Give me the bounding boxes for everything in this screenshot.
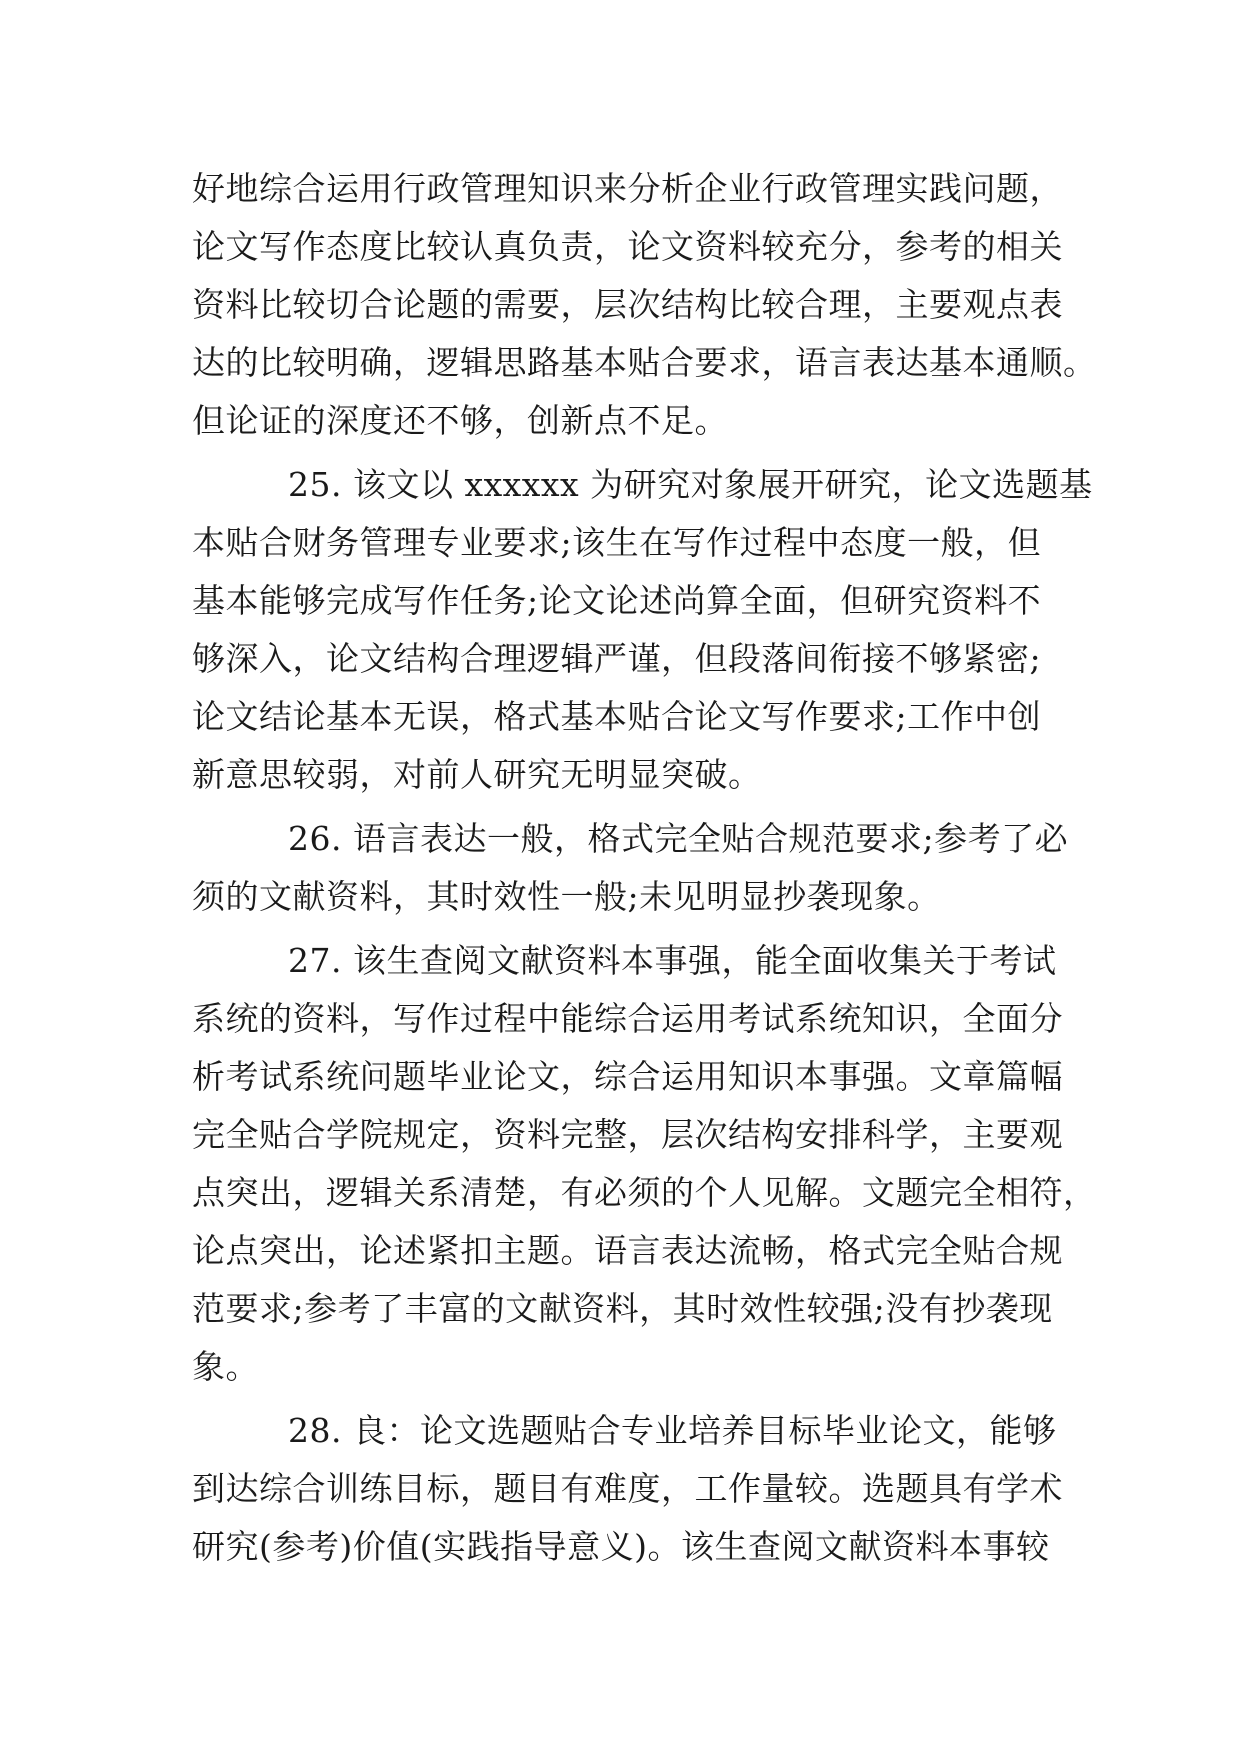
- document-body: [192, 160, 1097, 1576]
- text-line: 但论证的深度还不够，创新点不足。: [192, 401, 728, 440]
- text-line: 完全贴合学院规定，资料完整，层次结构安排科学，主要观: [192, 1115, 1063, 1154]
- text-line: 论文结论基本无误，格式基本贴合论文写作要求;工作中创: [192, 697, 1042, 736]
- text-line: 研究(参考)价值(实践指导意义)。该生查阅文献资料本事较: [192, 1527, 1050, 1566]
- text-line: 系统的资料，写作过程中能综合运用考试系统知识，全面分: [192, 999, 1063, 1038]
- text-line: 点突出，逻辑关系清楚，有必须的个人见解。文题完全相符，: [192, 1173, 1097, 1212]
- text-line: 够深入，论文结构合理逻辑严谨，但段落间衔接不够紧密;: [192, 639, 1042, 678]
- text-line: 论点突出，论述紧扣主题。语言表达流畅，格式完全贴合规: [192, 1231, 1063, 1270]
- text-line: 须的文献资料，其时效性一般;未见明显抄袭现象。: [192, 877, 941, 916]
- text-line: 范要求;参考了丰富的文献资料，其时效性较强;没有抄袭现: [192, 1289, 1053, 1328]
- text-line: 论文写作态度比较认真负责，论文资料较充分，参考的相关: [192, 227, 1063, 266]
- paragraph-28-first-line: 28. 良：论文选题贴合专业培养目标毕业论文，能够: [288, 1411, 1057, 1450]
- text-line: 好地综合运用行政管理知识来分析企业行政管理实践问题，: [192, 169, 1063, 208]
- text-line: 象。: [192, 1347, 259, 1386]
- text-line: 资料比较切合论题的需要，层次结构比较合理，主要观点表: [192, 285, 1063, 324]
- text-line: 基本能够完成写作任务;论文论述尚算全面，但研究资料不: [192, 581, 1042, 620]
- text-line: 新意思较弱，对前人研究无明显突破。: [192, 755, 762, 794]
- text-line: 析考试系统问题毕业论文，综合运用知识本事强。文章篇幅: [192, 1057, 1063, 1096]
- text-line: 本贴合财务管理专业要求;该生在写作过程中态度一般，但: [192, 523, 1042, 562]
- text-line: 到达综合训练目标，题目有难度，工作量较。选题具有学术: [192, 1469, 1063, 1508]
- text-line: 达的比较明确，逻辑思路基本贴合要求，语言表达基本通顺。: [192, 343, 1097, 382]
- paragraph-27-first-line: 27. 该生查阅文献资料本事强，能全面收集关于考试: [288, 941, 1057, 980]
- paragraph-25-first-line: 25. 该文以 xxxxxx 为研究对象展开研究，论文选题基: [288, 465, 1093, 504]
- paragraph-26-first-line: 26. 语言表达一般，格式完全贴合规范要求;参考了必: [288, 819, 1069, 858]
